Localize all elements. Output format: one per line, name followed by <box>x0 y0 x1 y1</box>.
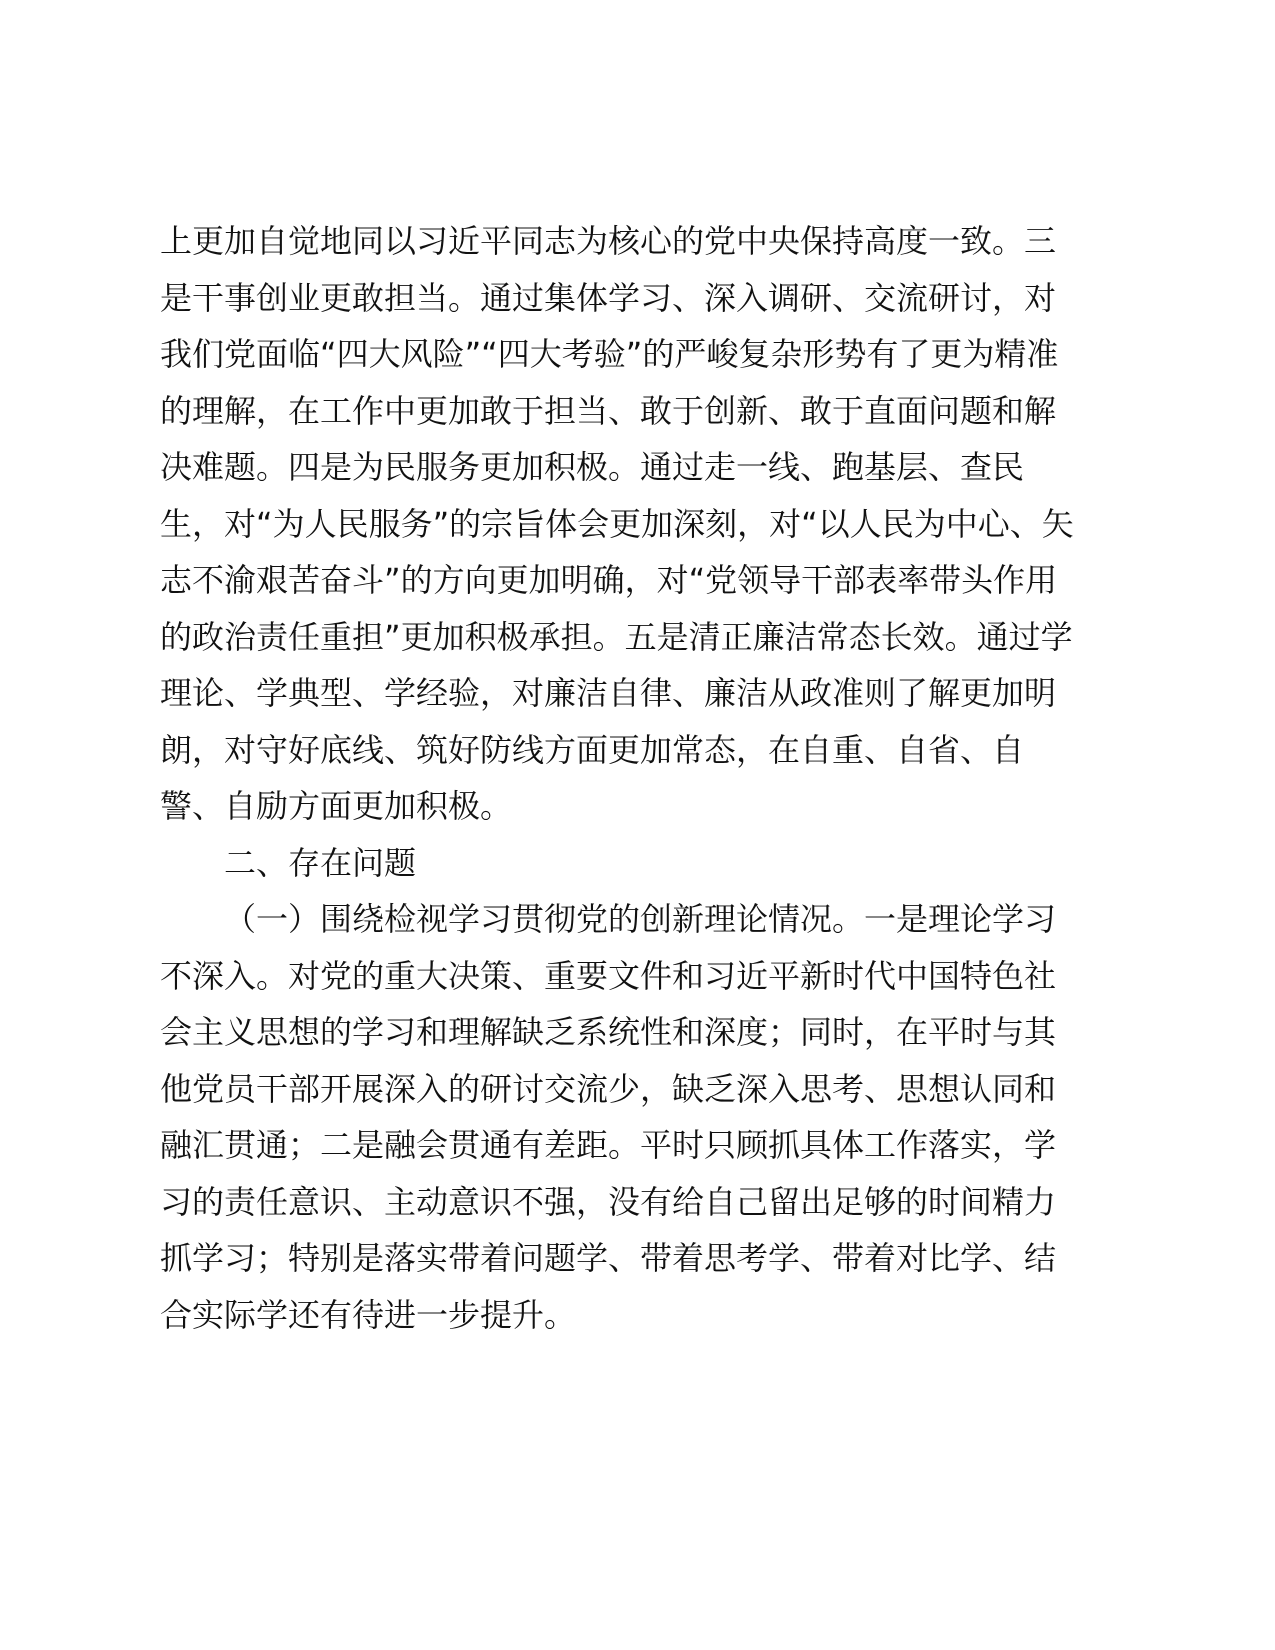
paragraph-line: 决难题。四是为民服务更加积极。通过走一线、跑基层、查民 <box>160 448 1025 486</box>
section-paragraph-line: 抓学习；特别是落实带着问题学、带着思考学、带着对比学、结 <box>160 1239 1057 1277</box>
paragraph-line: 是干事创业更敢担当。通过集体学习、深入调研、交流研讨，对 <box>160 278 1057 317</box>
paragraph-line: 我们党面临“四大风险”“四大考验”的严峻复杂形势有了更为精准 <box>160 335 1059 373</box>
section-paragraph-line: 合实际学还有待进一步提升。 <box>160 1295 577 1334</box>
section-paragraph-line: 会主义思想的学习和理解缺乏系统性和深度；同时，在平时与其 <box>160 1013 1057 1051</box>
paragraph-line: 生，对“为人民服务”的宗旨体会更加深刻，对“以人民为中心、矢 <box>160 504 1074 543</box>
section-paragraph-line: 他党员干部开展深入的研讨交流少，缺乏深入思考、思想认同和 <box>160 1069 1057 1108</box>
section-paragraph-line: 不深入。对党的重大决策、重要文件和习近平新时代中国特色社 <box>160 956 1057 995</box>
paragraph-line: 志不渝艰苦奋斗”的方向更加明确，对“党领导干部表率带头作用 <box>160 561 1058 599</box>
section-paragraph-line: （一）围绕检视学习贯彻党的创新理论情况。一是理论学习 <box>224 900 1057 938</box>
document-body <box>160 213 1120 1343</box>
paragraph-line: 的政治责任重担”更加积极承担。五是清正廉洁常态长效。通过学 <box>160 617 1073 656</box>
paragraph-line: 朗，对守好底线、筑好防线方面更加常态，在自重、自省、自 <box>160 730 1025 769</box>
paragraph-line: 的理解，在工作中更加敢于担当、敢于创新、敢于直面问题和解 <box>160 391 1057 430</box>
section-paragraph-line: 习的责任意识、主动意识不强，没有给自己留出足够的时间精力 <box>160 1182 1057 1221</box>
paragraph-line: 理论、学典型、学经验，对廉洁自律、廉洁从政准则了解更加明 <box>160 674 1057 712</box>
section-heading: 二、存在问题 <box>224 843 417 882</box>
paragraph-line: 警、自励方面更加积极。 <box>160 787 513 825</box>
paragraph-line: 上更加自觉地同以习近平同志为核心的党中央保持高度一致。三 <box>160 222 1057 260</box>
section-paragraph-line: 融汇贯通；二是融会贯通有差距。平时只顾抓具体工作落实，学 <box>160 1126 1057 1164</box>
